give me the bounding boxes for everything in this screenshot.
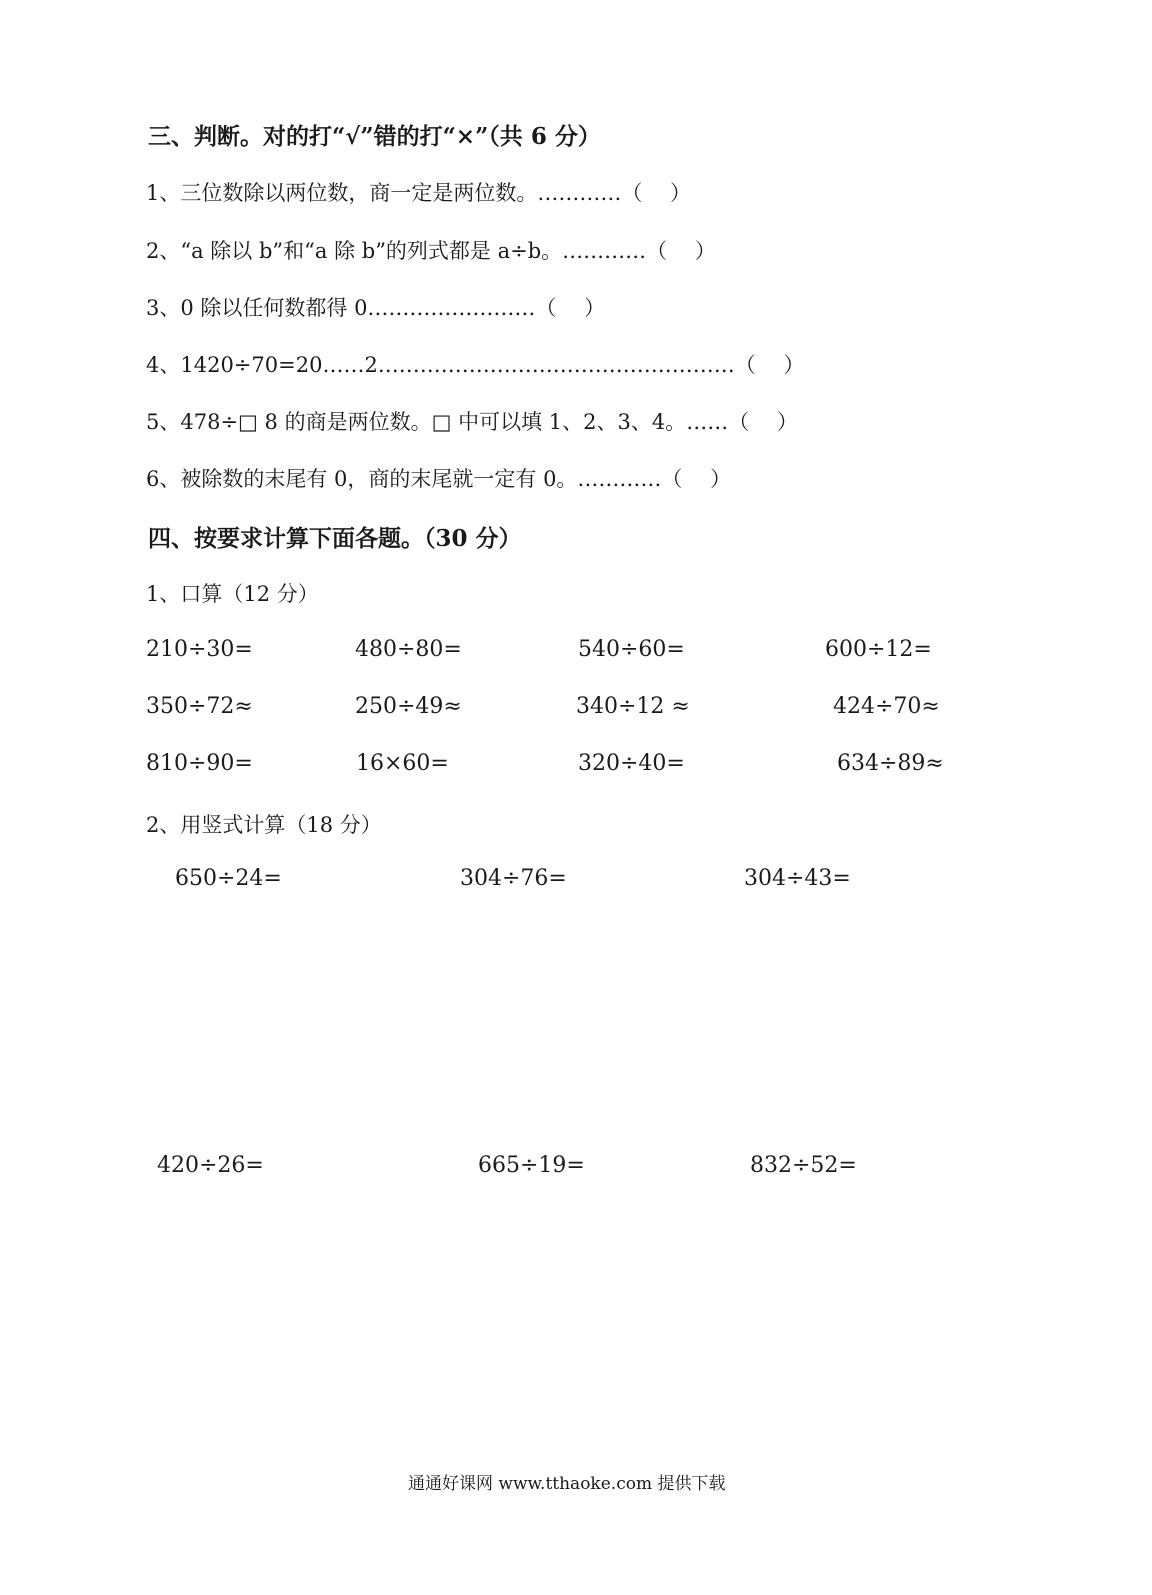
judgment-item-6: 6、被除数的末尾有 0，商的末尾就一定有 0。…………（ ）: [146, 467, 732, 491]
section-4-heading: 四、按要求计算下面各题。（30 分）: [148, 525, 522, 552]
judgment-item-1: 1、三位数除以两位数，商一定是两位数。…………（ ）: [146, 181, 692, 205]
vertical-calc-problem: 304÷76=: [460, 866, 567, 891]
oral-calc-problem: 810÷90=: [146, 751, 253, 776]
oral-calc-problem: 320÷40=: [578, 751, 685, 776]
judgment-item-2: 2、“a 除以 b”和“a 除 b”的列式都是 a÷b。…………（ ）: [146, 239, 716, 263]
oral-calc-title: 1、口算（12 分）: [146, 582, 319, 606]
footer-credit: 通通好课网 www.tthaoke.com 提供下载: [408, 1474, 726, 1494]
oral-calc-problem: 350÷72≈: [146, 694, 253, 719]
oral-calc-problem: 424÷70≈: [833, 694, 940, 719]
oral-calc-problem: 16×60=: [356, 751, 449, 776]
oral-calc-problem: 634÷89≈: [837, 751, 944, 776]
oral-calc-problem: 600÷12=: [825, 637, 932, 662]
oral-calc-problem: 540÷60=: [578, 637, 685, 662]
vertical-calc-title: 2、用竖式计算（18 分）: [146, 813, 382, 837]
vertical-calc-problem: 650÷24=: [175, 866, 282, 891]
oral-calc-problem: 250÷49≈: [355, 694, 462, 719]
judgment-item-3: 3、0 除以任何数都得 0……………………（ ）: [146, 296, 606, 320]
vertical-calc-problem: 420÷26=: [157, 1153, 264, 1178]
judgment-item-4: 4、1420÷70=20……2……………………………………………（ ）: [146, 353, 805, 377]
section-3-heading: 三、判断。对的打“√”错的打“×”（共 6 分）: [148, 123, 601, 150]
vertical-calc-problem: 304÷43=: [744, 866, 851, 891]
judgment-item-5: 5、478÷□ 8 的商是两位数。□ 中可以填 1、2、3、4。……（ ）: [146, 410, 798, 434]
oral-calc-problem: 210÷30=: [146, 637, 253, 662]
vertical-calc-problem: 665÷19=: [478, 1153, 585, 1178]
vertical-calc-problem: 832÷52=: [750, 1153, 857, 1178]
oral-calc-problem: 340÷12 ≈: [576, 694, 690, 719]
oral-calc-problem: 480÷80=: [355, 637, 462, 662]
